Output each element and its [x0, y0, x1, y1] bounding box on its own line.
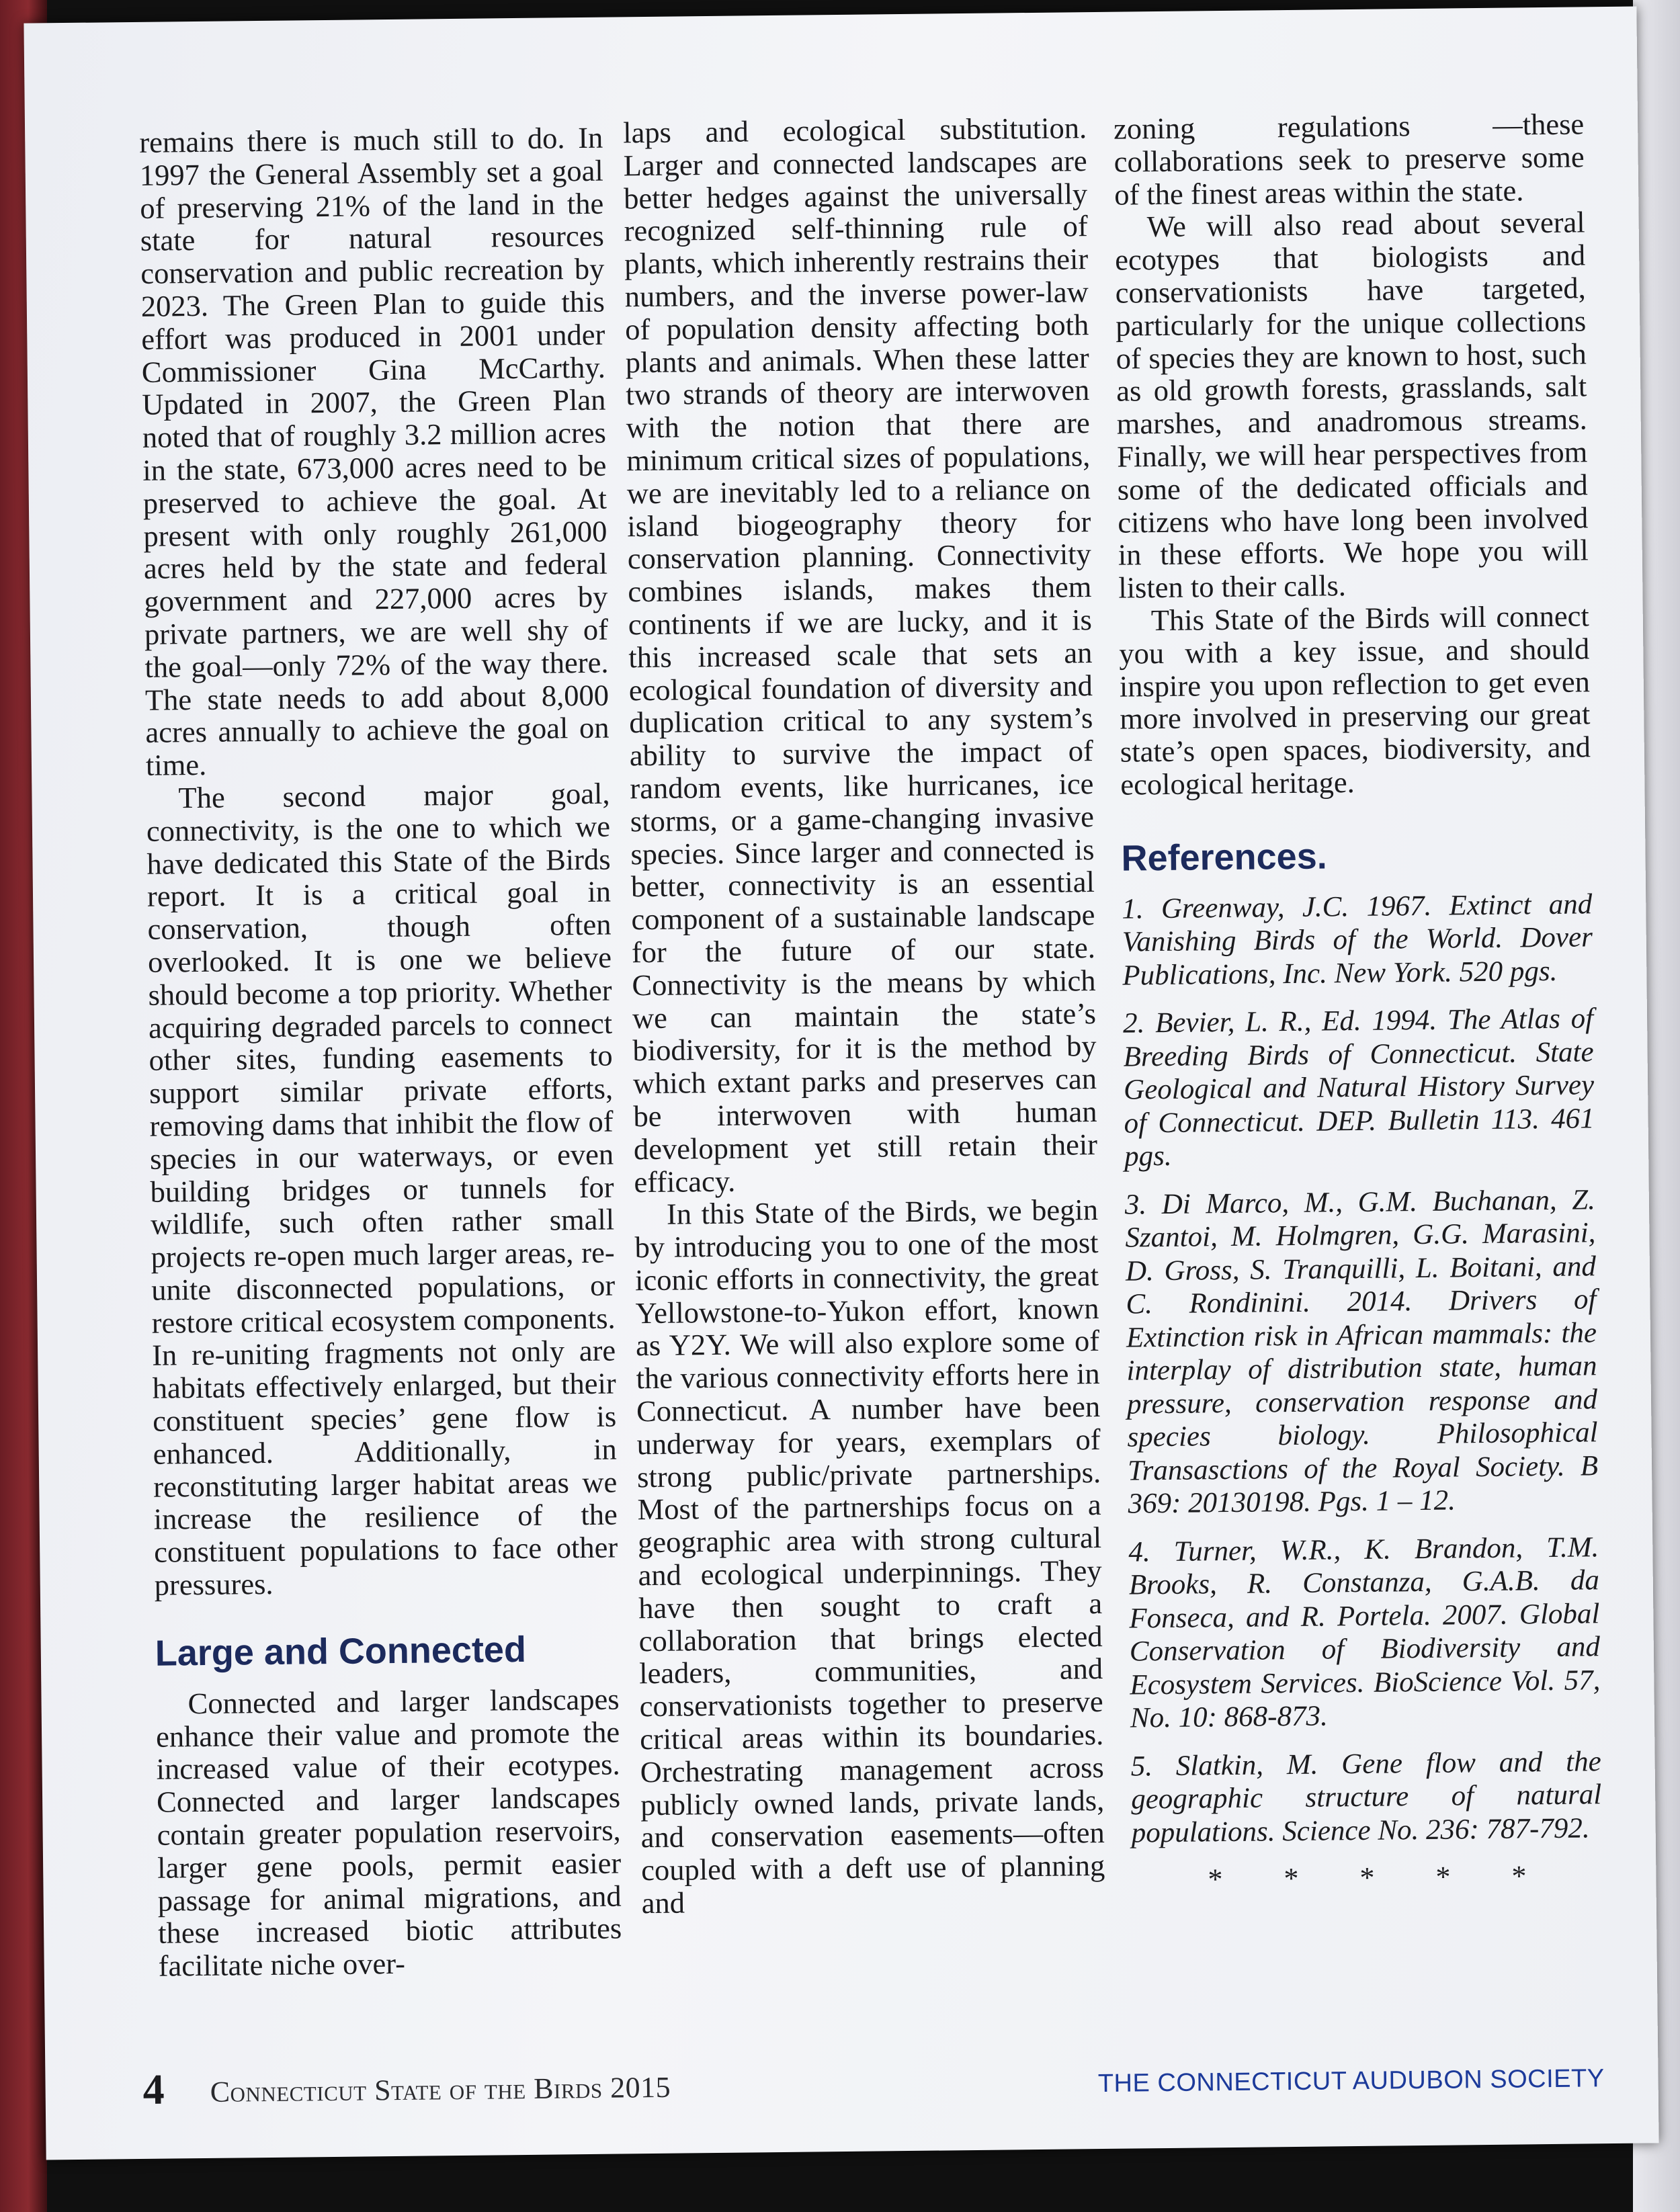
references-list: [1122, 888, 1602, 1850]
text-column-2: [623, 112, 1105, 1920]
page-number: 4: [142, 2065, 165, 2113]
text-column-3: [1114, 108, 1603, 1897]
end-marks: * * * * *: [1208, 1859, 1527, 1896]
paragraph: This State of the Birds will connect you with a key issue, and should inspire you upon reflection to get even more involved in preserving our great state’s open spaces, biodiversity, and ecological heritage.: [1119, 599, 1591, 802]
paragraph: laps and ecological substitution. Larger and connected landscapes are better hedges against the universally recognized self-thinning rule of plants, which inherently restrains their numbers, and the inverse power-law of population density affecting both plants and animals. When these latter two strands of theory are interwoven with the notion that there are minimum critical sizes of populations, we are inevitably led to a reliance on island biogeography theory for conservation planning. Connectivity combines islands, makes them continents if we are lucky, and it is this increased scale that sets an ecological foundation of diversity and duplication critical to any system’s ability to survive the impact of random events, like hurricanes, ice storms, or a game-changing invasive species. Since larger and connected is better, connectivity is an essential component of a sustainable landscape for the future of our state. Connectivity is the means by which we can maintain the state’s biodiversity, for it is the method by which extant parks and preserves can be interwoven with human development yet still retain their efficacy.: [622, 111, 1098, 1199]
paragraph: Connected and larger landscapes enhance their value and promote the increased value of their ecotypes. Connected and larger landscapes contain greater population reservoirs, larger gene pools, permit easier passage for animal migrations, and these increased biotic attributes facilitate niche over-: [155, 1682, 622, 1983]
section-heading: Large and Connected: [155, 1629, 527, 1674]
paragraph: remains there is much still to do. In 1997 the General Assembly set a goal of preserving 21% of the land in the state for natural resources conservation and public recreation by 2023. The Green Plan to guide this effort was produced in 2001 under Commissioner Gina McCarthy. Updated in 2007, the Green Plan noted that of roughly 3.2 million acres in the state, 673,000 acres need to be preserved to achieve the goal. At present with only roughly 261,000 acres held by the state and federal government and 227,000 acres by private partners, we are well shy of the goal—only 72% of the way there. The state needs to add about 8,000 acres annually to achieve the goal on time.: [139, 120, 610, 782]
page-footer: [142, 2049, 1618, 2112]
paragraph: The second major goal, connectivity, is the one to which we have dedicated this State of the Birds report. It is a critical goal in conservation, though often overlooked. It is one we believe should become a top priority. Whether acquiring degraded parcels to connect other sites, funding easements to support similar private efforts, removing dams that inhibit the flow of species in our waterways, or even building bridges or tunnels for wildlife, such often rather small projects re-open much larger areas, re-unite disconnected populations, or restore critical ecosystem components. In re-uniting fragments not only are habitats effectively enlarged, but their constituent species’ gene flow is enhanced. Additionally, in reconstituting larger habitat areas we increase the resilience of the constituent populations to face other pressures.: [146, 776, 618, 1602]
reference-item: 2. Bevier, L. R., Ed. 1994. The Atlas of Breeding Birds of Connecticut. State Geological and Natural History Survey of Connecticut. DEP. Bulletin 113. 461 pgs.: [1122, 1003, 1595, 1173]
document-page: [24, 7, 1658, 2160]
paragraph: We will also read about several ecotypes that biologists and conservationists have targeted, particularly for the unique collections of species they are known to host, such as old growth forests, grasslands, salt marshes, and anadromous streams. Finally, we will hear perspectives from some of the dedicated officials and citizens who have long been involved in these efforts. We hope you will listen to their calls.: [1114, 205, 1589, 605]
references-heading: References.: [1121, 836, 1328, 879]
paragraph: zoning regulations —these collaborations seek to preserve some of the finest areas within the state.: [1113, 107, 1585, 212]
paragraph: In this State of the Birds, we begin by introducing you to one of the most iconic efforts in connectivity, the great Yellowstone-to-Yukon effort, known as Y2Y. We will also explore some of the various connectivity efforts here in Connecticut. A number have been underway for years, exemplars of strong public/private partnerships. Most of the partnerships focus on a geographic area with strong cultural and ecological underpinnings. They have then sought to craft a collaboration that brings elected leaders, communities, and conservationists together to preserve critical areas within its boundaries. Orchestrating management across publicly owned lands, private lands, and conservation easements—often coupled with a deft use of planning and: [634, 1193, 1105, 1920]
text-column-1: [139, 122, 622, 1983]
reference-item: 4. Turner, W.R., K. Brandon, T.M. Brooks, R. Constanza, G.A.B. da Fonseca, and R. Portela. 2007. Global Conservation of Biodiversity and Ecosystem Services. BioScience Vol. 57, No. 10: 868-873.: [1128, 1531, 1601, 1734]
reference-item: 3. Di Marco, M., G.M. Buchanan, Z. Szantoi, M. Holmgren, G.G. Marasini, D. Gross, S. Tranquilli, L. Boitani, and C. Rondinini. 2014. Drivers of Extinction risk in African mammals: the interplay of distribution state, human pressure, conservation response and species biology. Philosophical Transasctions of the Royal Society. B 369: 20130198. Pgs. 1 – 12.: [1124, 1183, 1599, 1520]
reference-item: 5. Slatkin, M. Gene flow and the geographic structure of natural populations. Science No. 236: 787-792.: [1130, 1745, 1602, 1849]
publication-title: Connecticut State of the Birds 2015: [210, 2070, 671, 2109]
reference-item: 1. Greenway, J.C. 1967. Extinct and Vanishing Birds of the World. Dover Publications, Inc. New York. 520 pgs.: [1122, 888, 1593, 992]
society-name: THE CONNECTICUT AUDUBON SOCIETY: [1097, 2064, 1605, 2098]
